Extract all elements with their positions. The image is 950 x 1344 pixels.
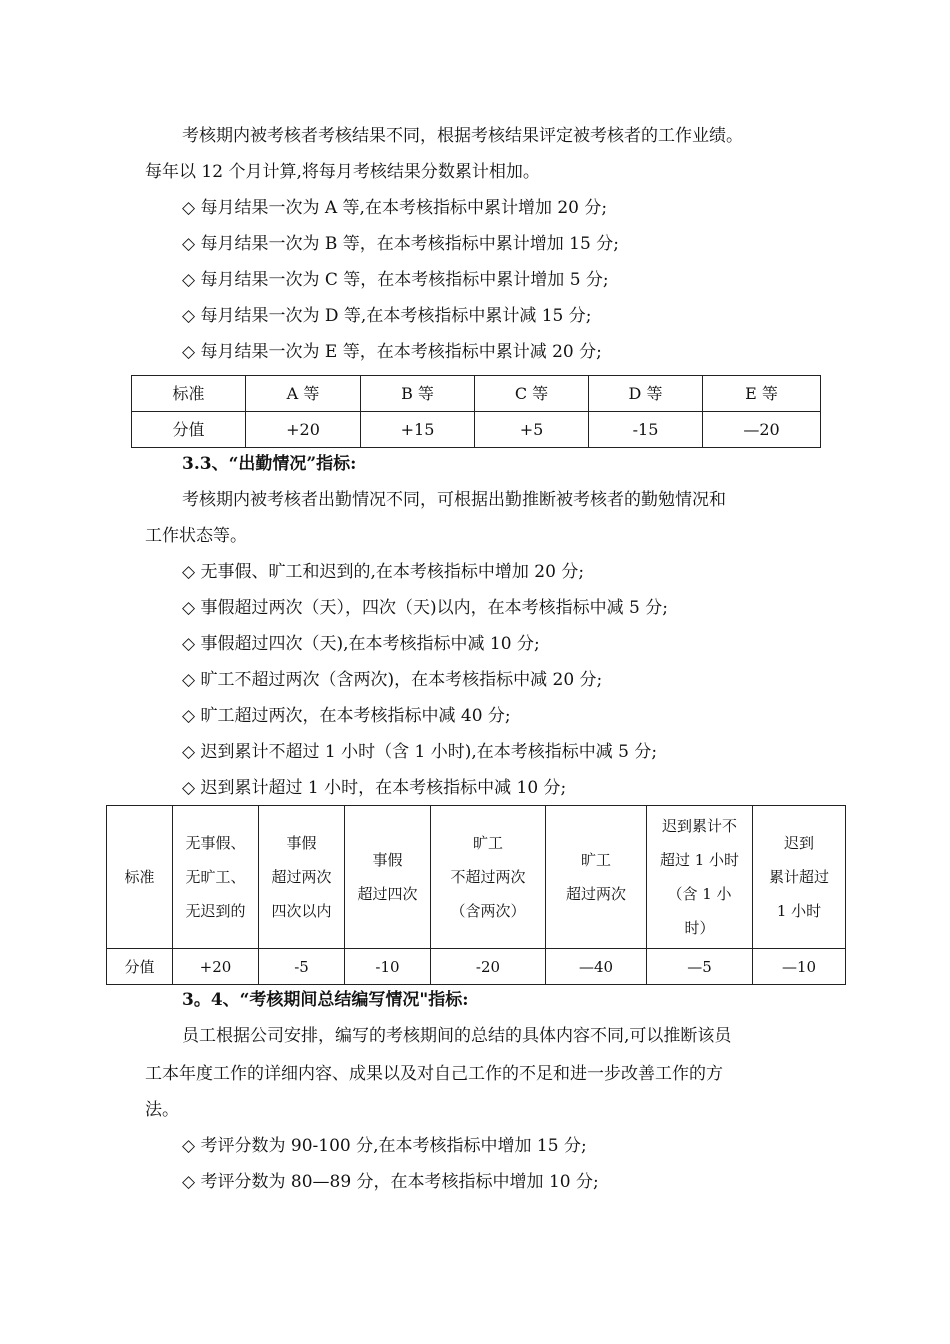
list-item: ◇ 迟到累计不超过 1 小时（含 1 小时),在本考核指标中减 5 分; [182,742,658,762]
table-cell: +5 [475,412,589,448]
paragraph-line: 工本年度工作的详细内容、成果以及对自己工作的不足和进一步改善工作的方 [145,1064,723,1084]
table-header-cell: 标准 [132,376,246,412]
paragraph-line: 员工根据公司安排，编写的考核期间的总结的具体内容不同,可以推断该员 [182,1026,732,1046]
list-item: ◇ 迟到累计超过 1 小时，在本考核指标中减 10 分; [182,778,567,798]
table-cell: 分值 [132,412,246,448]
table-cell: +15 [361,412,475,448]
paragraph-line: 考核期内被考核者考核结果不同，根据考核结果评定被考核者的工作业绩。 [182,126,743,146]
table-header-cell: C 等 [475,376,589,412]
list-item: ◇ 每月结果一次为 A 等,在本考核指标中累计增加 20 分; [182,198,608,218]
list-item: ◇ 每月结果一次为 C 等，在本考核指标中累计增加 5 分; [182,270,609,290]
table-cell: -20 [431,949,546,985]
table-header-cell: 事假 超过四次 [345,806,431,949]
paragraph-line: 法。 [145,1100,179,1120]
grade-score-table [131,375,821,448]
list-item: ◇ 考评分数为 90-100 分,在本考核指标中增加 15 分; [182,1136,587,1156]
table-cell: -5 [259,949,345,985]
table-header-cell: 迟到累计不 超过 1 小时 （含 1 小 时） [647,806,753,949]
list-item: ◇ 每月结果一次为 D 等,在本考核指标中累计减 15 分; [182,306,592,326]
attendance-score-table [106,805,846,985]
table-header-cell: 无事假、 无旷工、 无迟到的 [173,806,259,949]
table-header-cell: E 等 [703,376,821,412]
table-header-cell: 标准 [107,806,173,949]
paragraph-line: 每年以 12 个月计算,将每月考核结果分数累计相加。 [145,162,540,182]
table-cell: —20 [703,412,821,448]
paragraph-line: 工作状态等。 [145,526,247,546]
list-item: ◇ 考评分数为 80—89 分，在本考核指标中增加 10 分; [182,1172,599,1192]
table-header-cell: D 等 [589,376,703,412]
table-header-cell: 事假 超过两次 四次以内 [259,806,345,949]
list-item: ◇ 每月结果一次为 E 等，在本考核指标中累计减 20 分; [182,342,602,362]
section-heading: 3。4、“考核期间总结编写情况"指标: [182,990,469,1010]
table-header-cell: 迟到 累计超过 1 小时 [753,806,846,949]
list-item: ◇ 旷工不超过两次（含两次)，在本考核指标中减 20 分; [182,670,603,690]
table-cell: -10 [345,949,431,985]
list-item: ◇ 每月结果一次为 B 等，在本考核指标中累计增加 15 分; [182,234,619,254]
table-header-cell: A 等 [246,376,361,412]
list-item: ◇ 旷工超过两次，在本考核指标中减 40 分; [182,706,511,726]
table-cell: -15 [589,412,703,448]
table-cell: —10 [753,949,846,985]
paragraph-line: 考核期内被考核者出勤情况不同，可根据出勤推断被考核者的勤勉情况和 [182,490,726,510]
list-item: ◇ 无事假、旷工和迟到的,在本考核指标中增加 20 分; [182,562,585,582]
section-heading: 3.3、“出勤情况”指标: [182,454,357,474]
table-cell: —5 [647,949,753,985]
table-cell: +20 [246,412,361,448]
list-item: ◇ 事假超过两次（天），四次（天)以内，在本考核指标中减 5 分; [182,598,668,618]
table-header-cell: 旷工 超过两次 [546,806,647,949]
list-item: ◇ 事假超过四次（天),在本考核指标中减 10 分; [182,634,540,654]
table-cell: 分值 [107,949,173,985]
table-header-cell: B 等 [361,376,475,412]
table-header-cell: 旷工 不超过两次 （含两次） [431,806,546,949]
table-cell: +20 [173,949,259,985]
table-cell: —40 [546,949,647,985]
